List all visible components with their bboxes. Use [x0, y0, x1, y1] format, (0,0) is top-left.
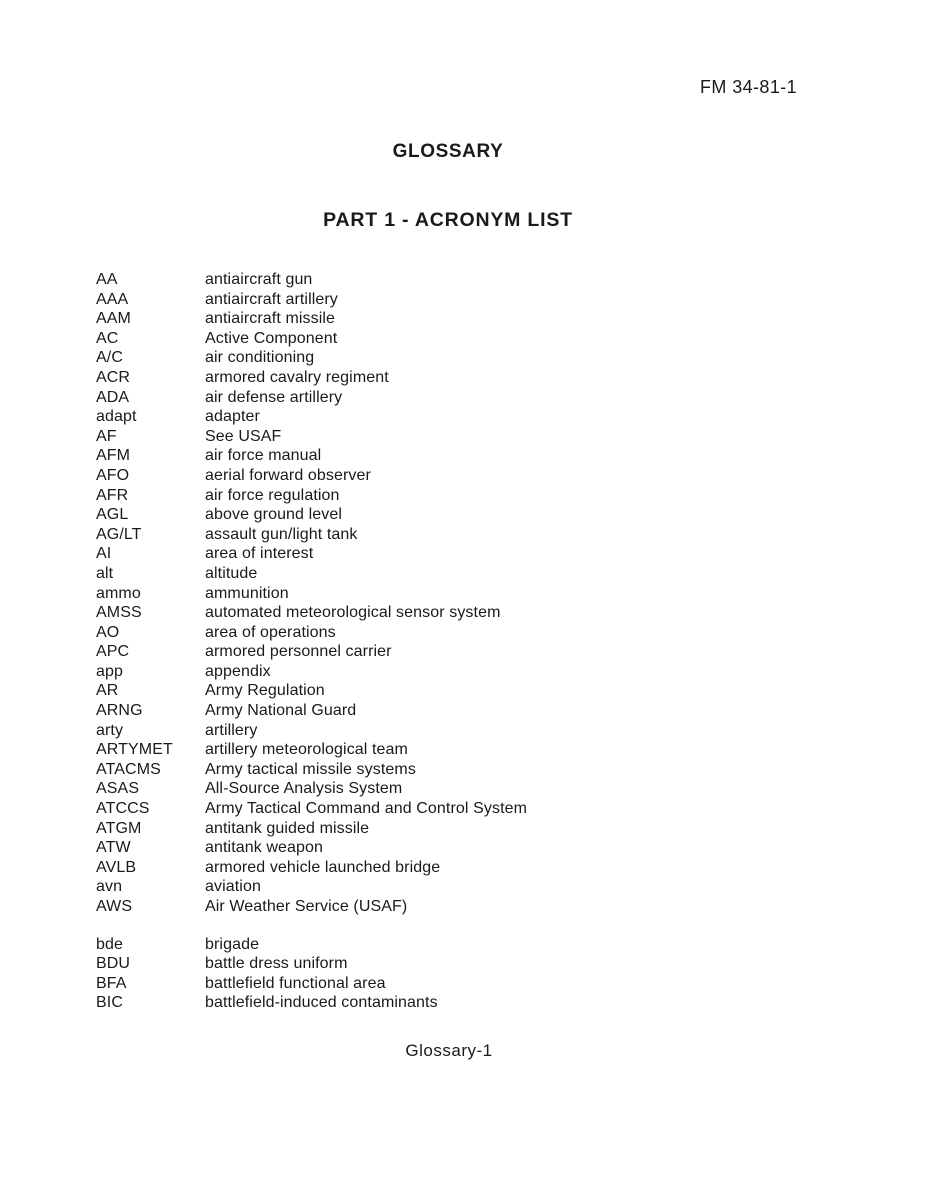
acronym-abbr: AI	[96, 545, 112, 563]
acronym-definition: area of operations	[205, 623, 336, 641]
glossary-entry	[96, 564, 856, 584]
glossary-entry	[96, 858, 856, 878]
acronym-definition: See USAF	[205, 427, 282, 445]
acronym-abbr: BFA	[96, 974, 127, 992]
acronym-definition: air conditioning	[205, 349, 315, 367]
acronym-definition: antitank weapon	[205, 839, 324, 857]
acronym-definition: All-Source Analysis System	[205, 780, 403, 798]
page-footer: Glossary-1	[405, 1041, 493, 1060]
acronym-definition: antiaircraft gun	[205, 271, 313, 288]
acronym-abbr: AAA	[96, 290, 129, 308]
glossary-entry	[96, 721, 856, 741]
acronym-abbr: ARNG	[96, 702, 143, 720]
acronym-abbr: ARTYMET	[96, 741, 173, 759]
acronym-definition: artillery meteorological team	[205, 741, 408, 759]
acronym-abbr: AWS	[96, 898, 133, 915]
acronym-abbr: AFO	[96, 466, 130, 484]
acronym-definition: brigade	[205, 935, 260, 953]
glossary-entry	[96, 505, 856, 525]
document-reference: FM 34-81-1	[700, 77, 798, 97]
glossary-entry	[96, 466, 856, 486]
glossary-entry	[96, 407, 856, 427]
glossary-entry	[96, 701, 856, 721]
acronym-definition: ammunition	[205, 584, 289, 602]
glossary-entry	[96, 603, 856, 623]
glossary-entry	[96, 681, 856, 701]
acronym-definition: adapter	[205, 408, 260, 426]
acronym-abbr: ASAS	[96, 780, 140, 798]
part-title: PART 1 - ACRONYM LIST	[323, 209, 573, 231]
glossary-entry	[96, 623, 856, 643]
glossary-entry	[96, 329, 856, 349]
acronym-abbr: AG/LT	[96, 525, 142, 543]
acronym-abbr: avn	[96, 878, 123, 896]
acronym-abbr: ammo	[96, 584, 141, 602]
acronym-abbr: AMSS	[96, 604, 142, 622]
acronym-definition: antiaircraft artillery	[205, 290, 338, 308]
acronym-abbr: adapt	[96, 408, 137, 426]
acronym-definition: air force manual	[205, 447, 322, 465]
acronym-definition: Army National Guard	[205, 702, 357, 720]
acronym-abbr: ATACMS	[96, 760, 161, 778]
acronym-definition: armored personnel carrier	[205, 643, 392, 661]
glossary-entry	[96, 974, 856, 994]
glossary-entry	[96, 348, 856, 368]
glossary-entry	[96, 954, 856, 974]
acronym-definition: antitank guided missile	[205, 819, 370, 837]
acronym-definition: automated meteorological sensor system	[205, 604, 501, 622]
glossary-entry	[96, 740, 856, 760]
acronym-abbr: ACR	[96, 368, 131, 386]
acronym-section	[96, 935, 856, 1013]
acronym-definition: Active Component	[205, 329, 338, 347]
acronym-abbr: ATGM	[96, 819, 142, 837]
acronym-definition: assault gun/light tank	[205, 525, 358, 543]
acronym-definition: Army tactical missile systems	[205, 760, 416, 778]
acronym-definition: aviation	[205, 878, 261, 896]
glossary-entry	[96, 662, 856, 682]
glossary-entry	[96, 525, 856, 545]
acronym-abbr: AF	[96, 427, 117, 445]
acronym-abbr: AFR	[96, 486, 129, 504]
glossary-entry	[96, 819, 856, 839]
acronym-definition: appendix	[205, 662, 271, 680]
acronym-definition: battlefield functional area	[205, 974, 386, 992]
acronym-abbr: AVLB	[96, 858, 137, 876]
acronym-abbr: AA	[96, 271, 118, 288]
acronym-abbr: AAM	[96, 310, 131, 328]
acronym-definition: Army Regulation	[205, 682, 325, 700]
acronym-abbr: BIC	[96, 994, 123, 1012]
glossary-entry	[96, 993, 856, 1013]
glossary-entry	[96, 446, 856, 466]
glossary-entry	[96, 309, 856, 329]
acronym-abbr: arty	[96, 721, 124, 739]
glossary-entry	[96, 544, 856, 564]
acronym-definition: Air Weather Service (USAF)	[205, 898, 408, 915]
acronym-abbr: BDU	[96, 955, 131, 973]
acronym-definition: Army Tactical Command and Control System	[205, 800, 528, 818]
glossary-entry	[96, 270, 856, 290]
glossary-entry	[96, 838, 856, 858]
acronym-abbr: APC	[96, 643, 130, 661]
acronym-abbr: AO	[96, 623, 120, 641]
acronym-list	[96, 270, 856, 1013]
acronym-definition: antiaircraft missile	[205, 310, 336, 328]
acronym-definition: battle dress uniform	[205, 955, 348, 973]
acronym-abbr: alt	[96, 564, 114, 582]
acronym-abbr: bde	[96, 935, 123, 953]
glossary-entry	[96, 427, 856, 447]
glossary-entry	[96, 290, 856, 310]
acronym-definition: air force regulation	[205, 486, 340, 504]
acronym-section	[96, 270, 856, 917]
acronym-abbr: ATCCS	[96, 800, 150, 818]
glossary-entry	[96, 760, 856, 780]
acronym-definition: armored cavalry regiment	[205, 368, 389, 386]
acronym-abbr: A/C	[96, 349, 123, 367]
acronym-definition: battlefield-induced contaminants	[205, 994, 438, 1012]
glossary-entry	[96, 779, 856, 799]
glossary-entry	[96, 897, 856, 917]
acronym-definition: above ground level	[205, 506, 343, 524]
acronym-abbr: AFM	[96, 447, 131, 465]
glossary-entry	[96, 642, 856, 662]
acronym-abbr: AGL	[96, 506, 129, 524]
acronym-definition: air defense artillery	[205, 388, 343, 406]
page-title: GLOSSARY	[392, 141, 504, 162]
acronym-abbr: AC	[96, 329, 119, 347]
acronym-abbr: AR	[96, 682, 119, 700]
acronym-definition: armored vehicle launched bridge	[205, 858, 441, 876]
glossary-entry	[96, 935, 856, 955]
glossary-entry	[96, 486, 856, 506]
glossary-entry	[96, 799, 856, 819]
acronym-abbr: ADA	[96, 388, 130, 406]
acronym-definition: aerial forward observer	[205, 466, 371, 484]
acronym-definition: altitude	[205, 564, 258, 582]
acronym-abbr: app	[96, 662, 123, 680]
acronym-abbr: ATW	[96, 839, 131, 857]
acronym-definition: artillery	[205, 721, 258, 739]
glossary-entry	[96, 877, 856, 897]
acronym-definition: area of interest	[205, 545, 314, 563]
glossary-entry	[96, 368, 856, 388]
glossary-entry	[96, 584, 856, 604]
glossary-entry	[96, 388, 856, 408]
